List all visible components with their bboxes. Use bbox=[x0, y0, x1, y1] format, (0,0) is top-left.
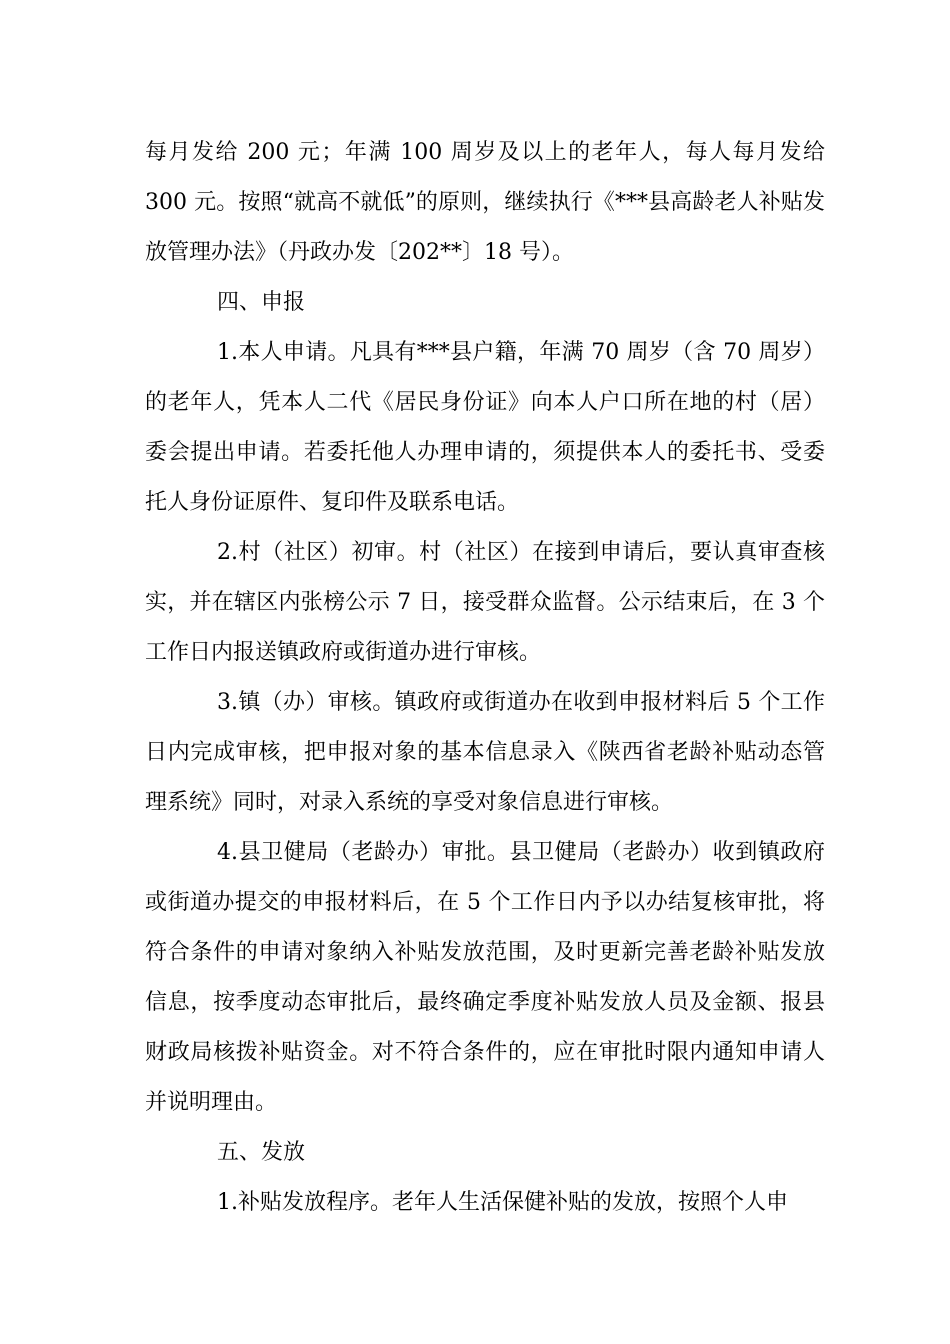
document-body bbox=[145, 128, 825, 1228]
section-heading-apply: 四、申报 bbox=[217, 290, 306, 315]
section-heading-distribution: 五、发放 bbox=[217, 1140, 306, 1165]
paragraph-county-approval: 4.县卫健局（老龄办）审批。县卫健局（老龄办）收到镇政府或街道办提交的申报材料后，在 5 个工作日内予以办结复核审批，将符合条件的申请对象纳入补贴发放范围，及时更新完善老龄补贴发放信息，按季度动态审批后，最终确定季度补贴发放人员及金额、报县财政局核拨补贴资金。对不符合条件的，应在审批时限内通知申请人并说明理由。 bbox=[145, 840, 825, 1115]
paragraph-self-apply: 1.本人申请。凡具有***县户籍，年满 70 周岁（含 70 周岁）的老年人，凭本人二代《居民身份证》向本人户口所在地的村（居）委会提出申请。若委托他人办理申请的，须提供本人的委托书、受委托人身份证原件、复印件及联系电话。 bbox=[145, 340, 825, 515]
paragraph-continuation: 每月发给 200 元；年满 100 周岁及以上的老年人，每人每月发给 300 元。按照“就高不就低”的原则，继续执行《***县高龄老人补贴发放管理办法》（丹政办发〔202**〕18 号）。 bbox=[145, 140, 825, 265]
paragraph-village-review: 2.村（社区）初审。村（社区）在接到申请后，要认真审查核实，并在辖区内张榜公示 7 日，接受群众监督。公示结束后，在 3 个工作日内报送镇政府或街道办进行审核。 bbox=[145, 540, 825, 665]
paragraph-town-review: 3.镇（办）审核。镇政府或街道办在收到申报材料后 5 个工作日内完成审核，把申报对象的基本信息录入《陕西省老龄补贴动态管理系统》同时，对录入系统的享受对象信息进行审核。 bbox=[145, 690, 825, 815]
paragraph-distribution-procedure: 1.补贴发放程序。老年人生活保健补贴的发放，按照个人申 bbox=[217, 1190, 788, 1215]
